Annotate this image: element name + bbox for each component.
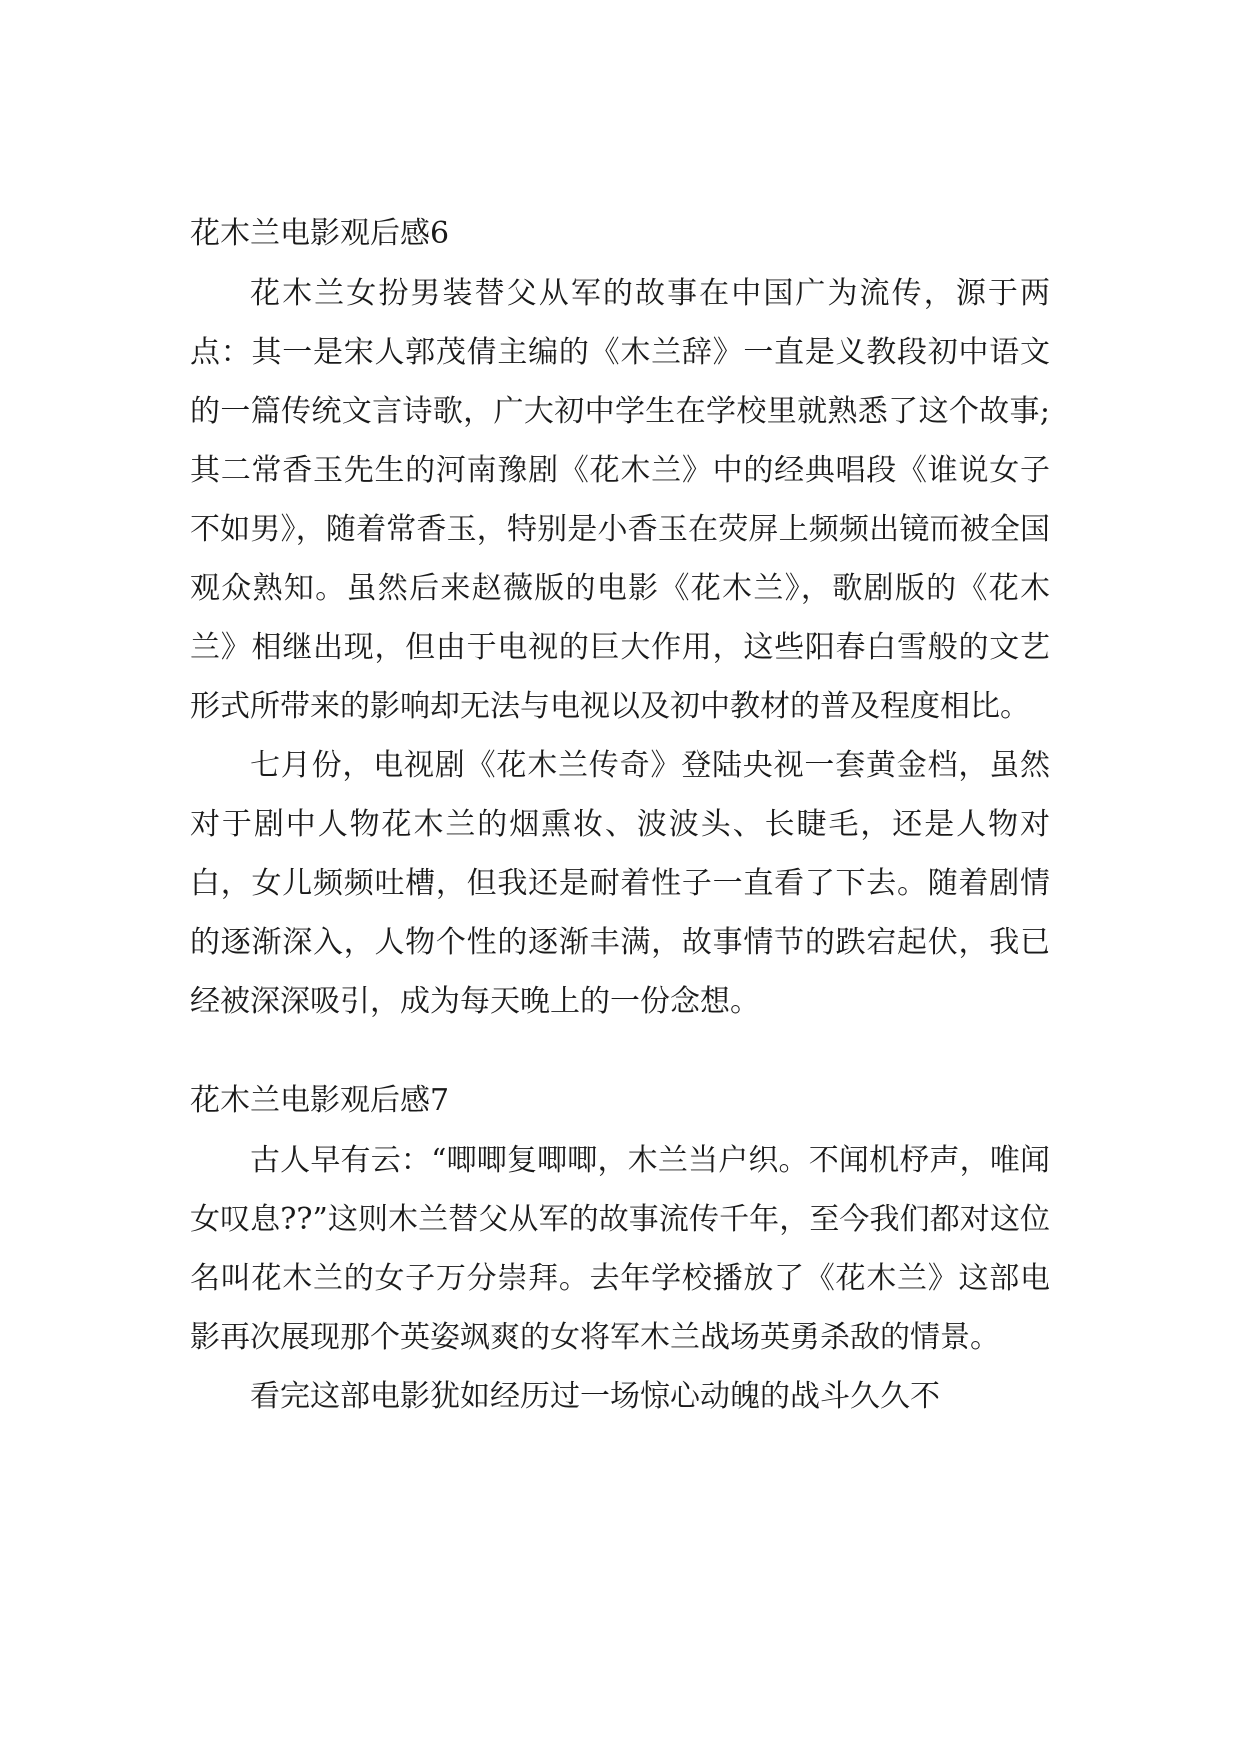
document-body <box>190 214 1050 1426</box>
section-title: 花木兰电影观后感6 <box>190 216 450 251</box>
paragraph: 古人早有云：“唧唧复唧唧，木兰当户织。不闻机杼声，唯闻女叹息??”这则木兰替父从军的故事流传千年，至今我们都对这位名叫花木兰的女子万分崇拜。去年学校播放了《花木兰》这部电影再次展现那个英姿飒爽的女将军木兰战场英勇杀敌的情景。 <box>190 1143 1050 1355</box>
section-title: 花木兰电影观后感7 <box>190 1083 450 1118</box>
paragraph: 花木兰女扮男装替父从军的故事在中国广为流传，源于两点：其一是宋人郭茂倩主编的《木兰辞》一直是义教段初中语文的一篇传统文言诗歌，广大初中学生在学校里就熟悉了这个故事;其二常香玉先生的河南豫剧《花木兰》中的经典唱段《谁说女子不如男》，随着常香玉，特别是小香玉在荧屏上频频出镜而被全国观众熟知。虽然后来赵薇版的电影《花木兰》，歌剧版的《花木兰》相继出现，但由于电视的巨大作用，这些阳春白雪般的文艺形式所带来的影响却无法与电视以及初中教材的普及程度相比。 <box>190 276 1050 724</box>
paragraph: 七月份，电视剧《花木兰传奇》登陆央视一套黄金档，虽然对于剧中人物花木兰的烟熏妆、波波头、长睫毛，还是人物对白，女儿频频吐槽，但我还是耐着性子一直看了下去。随着剧情的逐渐深入，人物个性的逐渐丰满，故事情节的跌宕起伏，我已经被深深吸引，成为每天晚上的一份念想。 <box>190 748 1050 1019</box>
section-6 <box>190 214 1050 1031</box>
section-7 <box>190 1081 1050 1426</box>
paragraph: 看完这部电影犹如经历过一场惊心动魄的战斗久久不 <box>250 1379 940 1414</box>
